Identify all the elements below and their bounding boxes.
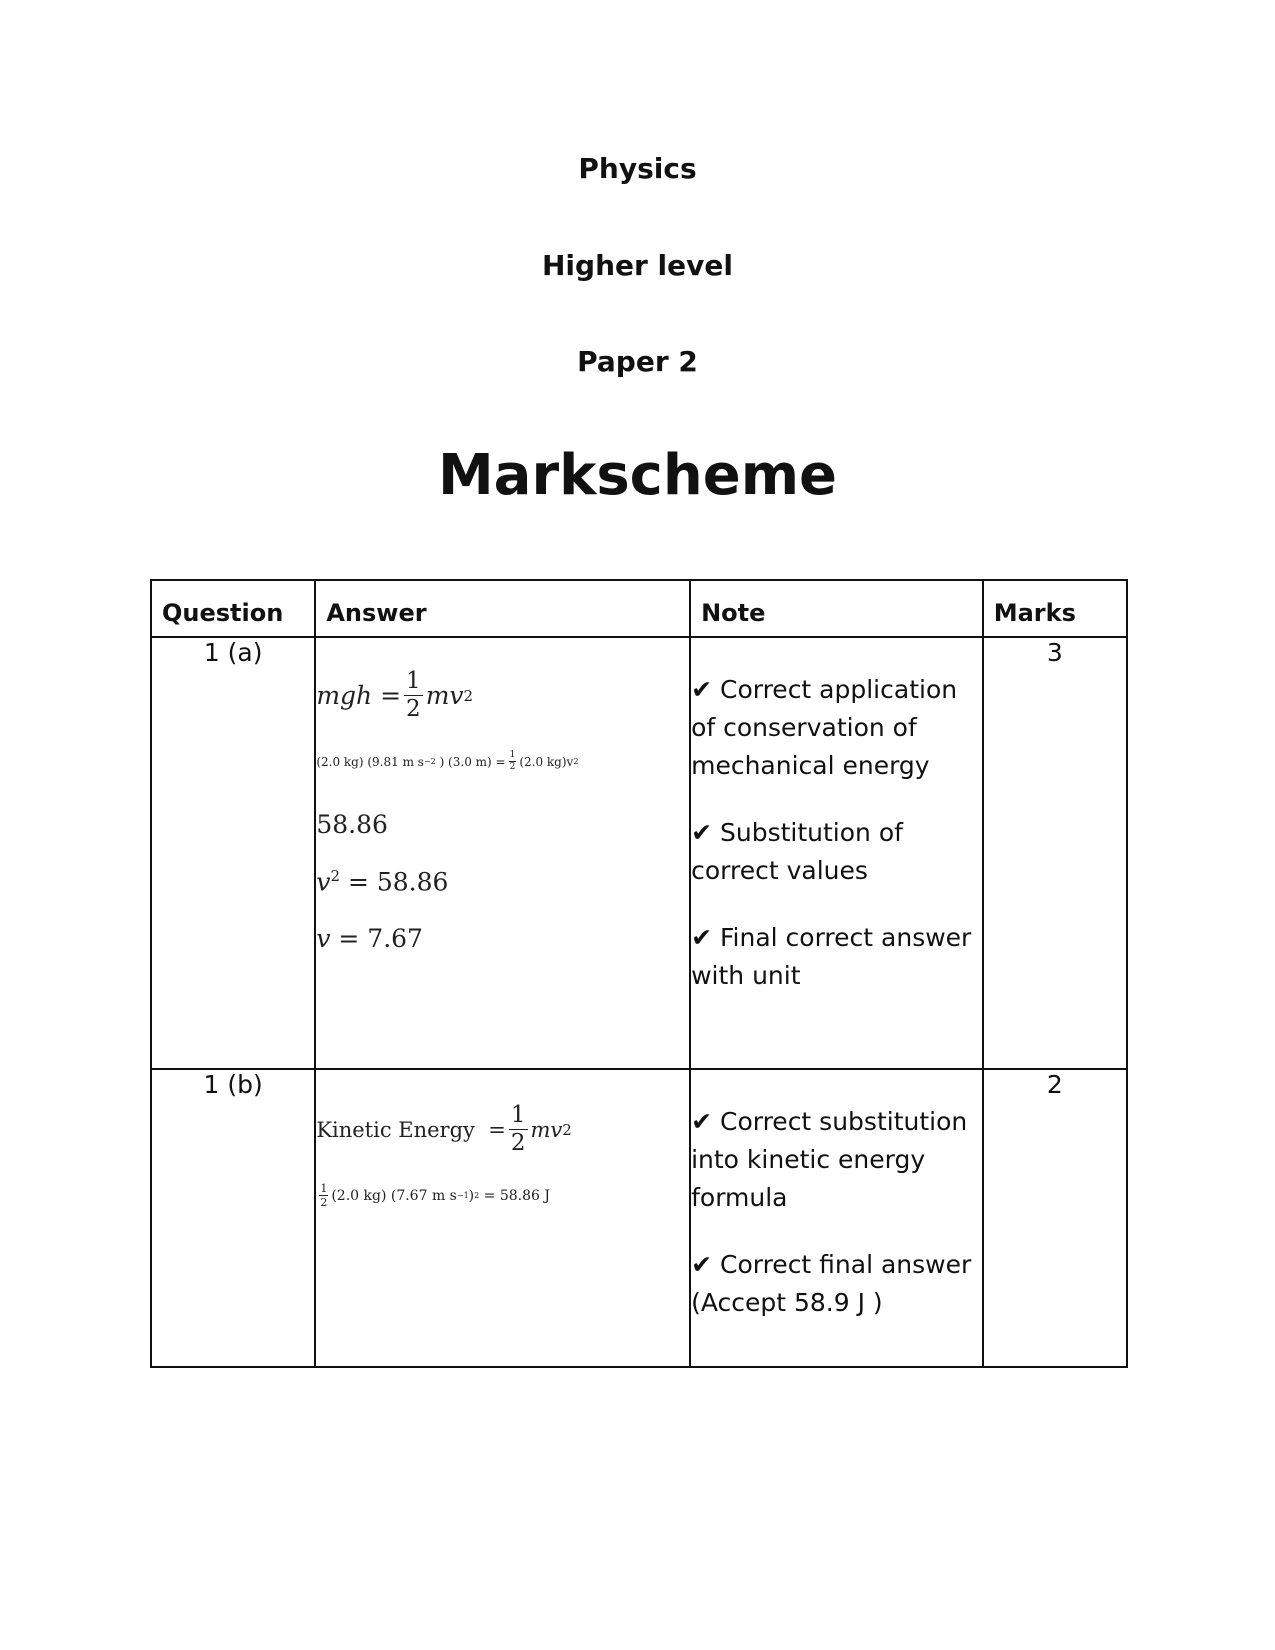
- question-cell: 1 (b): [151, 1069, 315, 1367]
- markscheme-table: [150, 579, 1128, 1368]
- note-item: ✔ Correct application of conservation of mechanical energy: [691, 675, 958, 780]
- answer-cell: [315, 1069, 690, 1367]
- note-cell: [690, 1069, 983, 1367]
- note-item: ✔ Final correct answer with unit: [691, 923, 972, 990]
- column-header-answer: Answer: [315, 580, 690, 637]
- fraction: $\frac{1}{2}$: [406, 668, 421, 722]
- paper-heading: Paper 2: [577, 345, 698, 378]
- fraction: $\frac{1}{2}$: [510, 1102, 526, 1156]
- answer-cell: [315, 637, 690, 1069]
- note-item: ✔ Correct final answer (Accept 58.9 J ): [691, 1250, 972, 1317]
- answer-equation: Kinetic Energy = $\frac{1}{2}$ mv 2: [316, 1102, 572, 1156]
- answer-equation: (2.0 kg) (9.81 m s −2 ) (3.0 m) = $\frac{1}{2}$ (2.0 kg)v 2: [316, 750, 579, 772]
- fraction: $\frac{1}{2}$: [320, 1182, 328, 1209]
- answer-equation: 58.86: [316, 810, 388, 839]
- answer-equation: $v^2 = 58.86$: [316, 867, 449, 897]
- table-header-row: [151, 580, 1127, 637]
- marks-cell: 2: [983, 1069, 1127, 1367]
- question-cell: 1 (a): [151, 637, 315, 1069]
- subject-heading: Physics: [578, 152, 697, 185]
- column-header-marks: Marks: [983, 580, 1127, 637]
- answer-equation: $\frac{1}{2}$ (2.0 kg) (7.67 m s −1 ) 2 = 58.86 J: [320, 1182, 550, 1209]
- fraction: $\frac{1}{2}$: [509, 750, 516, 772]
- note-cell: [690, 637, 983, 1069]
- level-heading: Higher level: [542, 249, 733, 282]
- table-row: [151, 1069, 1127, 1367]
- marks-cell: 3: [983, 637, 1127, 1069]
- column-header-question: Question: [151, 580, 315, 637]
- note-item: ✔ Substitution of correct values: [691, 818, 903, 885]
- note-item: ✔ Correct substitution into kinetic energy formula: [691, 1107, 968, 1212]
- page-title: Markscheme: [437, 443, 838, 508]
- answer-equation: mgh = $\frac{1}{2}$ mv 2: [316, 668, 474, 722]
- table-row: [151, 637, 1127, 1069]
- column-header-note: Note: [690, 580, 983, 637]
- answer-equation: v = 7.67: [316, 924, 423, 954]
